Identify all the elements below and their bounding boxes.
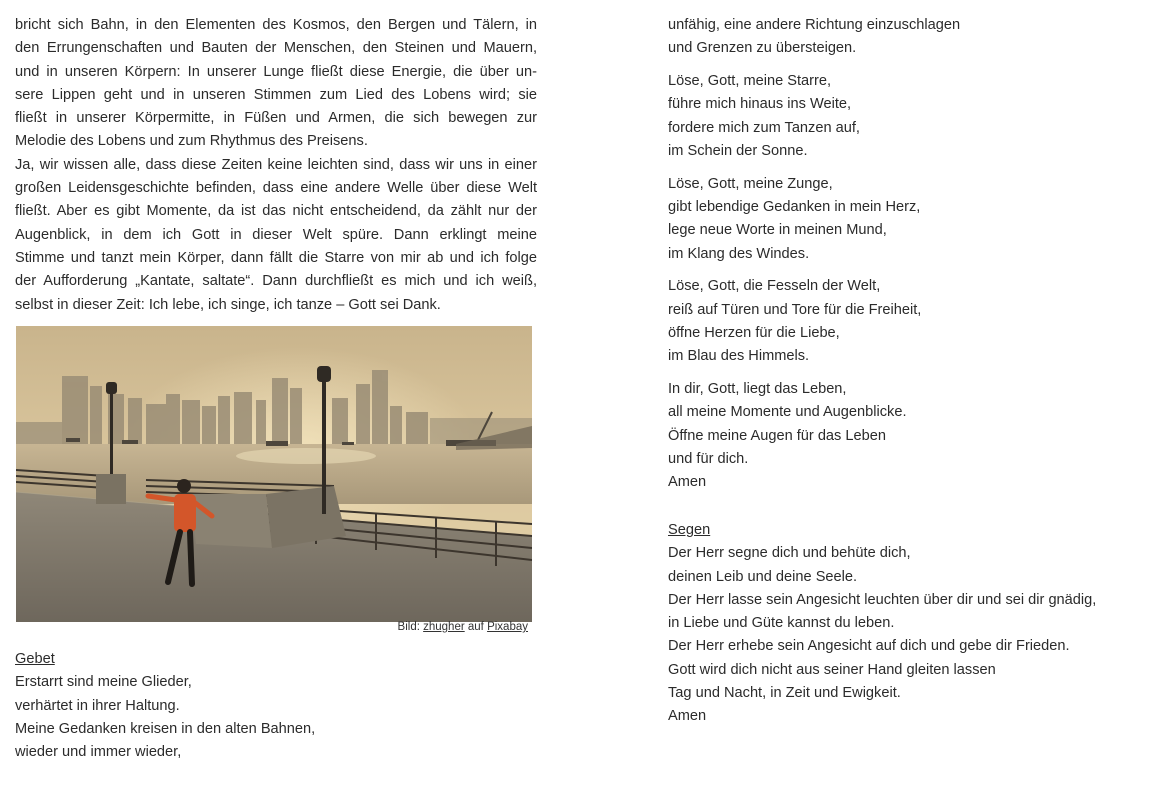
prayer-line: Erstarrt sind meine Glieder, <box>15 674 192 691</box>
stanza <box>668 378 1148 494</box>
segen-section <box>668 519 1096 729</box>
prayer-line: verhärtet in ihrer Haltung. <box>15 697 180 714</box>
blessing-line: Gott wird dich nicht aus seiner Hand gleiten lassen <box>668 661 996 678</box>
prayer-line: In dir, Gott, liegt das Leben, <box>668 381 847 398</box>
text-line: selbst in dieser Zeit: Ich lebe, ich singe, ich tanze – Gott sei Dank. <box>15 296 441 313</box>
prayer-line: und Grenzen zu übersteigen. <box>668 40 857 57</box>
prayer-line: und für dich. <box>668 451 749 468</box>
gebet-section <box>15 648 315 764</box>
text-line: sere Lippen geht und in unseren Stimmen zum Lied des Lobens wird; sie <box>15 86 537 103</box>
blessing-line: Tag und Nacht, in Zeit und Ewigkeit. <box>668 685 901 702</box>
prayer-line: Löse, Gott, meine Zunge, <box>668 175 833 192</box>
author-link[interactable]: zhugher <box>423 621 465 633</box>
prayer-line: führe mich hinaus ins Weite, <box>668 96 852 113</box>
prayer-line: Öffne meine Augen für das Leben <box>668 427 886 444</box>
stanza <box>668 275 1148 368</box>
blessing-line: in Liebe und Güte kannst du leben. <box>668 615 895 632</box>
gebet-heading: Gebet <box>15 651 55 667</box>
prayer-line: im Schein der Sonne. <box>668 142 808 159</box>
text-line: der Aufforderung „Kantate, saltate“. Dann durchfließt es mich und ich weiß, <box>15 273 537 290</box>
prayer-line: Amen <box>668 474 707 491</box>
text-line: den Errungenschaften und Bauten der Menschen, den Steinen und Mauern, <box>15 40 537 57</box>
waterfront-photo <box>16 326 532 622</box>
stanza <box>668 14 1148 61</box>
segen-heading: Segen <box>668 522 711 538</box>
text-line: fließt. Aber es gibt Momente, da ist das nicht entscheidend, da zählt nur der <box>15 203 537 220</box>
text-line: und in unseren Körpern: In unserer Lunge fließt diese Energie, die über un- <box>15 63 537 80</box>
paragraph-1 <box>15 14 537 154</box>
blessing-line: deinen Leib und deine Seele. <box>668 568 858 585</box>
blessing-line: Der Herr segne dich und behüte dich, <box>668 545 911 562</box>
text-line: großen Leidensgeschichte befinden, dass eine andere Welle über diese Welt <box>15 180 537 197</box>
blessing-line: Amen <box>668 708 707 725</box>
prayer-line: Meine Gedanken kreisen in den alten Bahnen, <box>15 720 316 737</box>
prayer-line: im Blau des Himmels. <box>668 348 810 365</box>
prayer-line: lege neue Worte in meinen Mund, <box>668 222 887 239</box>
prayer-line: Löse, Gott, die Fesseln der Welt, <box>668 278 881 295</box>
text-line: bricht sich Bahn, in den Elementen des Kosmos, den Bergen und Tälern, in <box>15 17 537 33</box>
prayer-line: fordere mich zum Tanzen auf, <box>668 119 860 136</box>
prayer-line: öffne Herzen für die Liebe, <box>668 325 840 342</box>
blessing-line: Der Herr lasse sein Angesicht leuchten über dir und sei dir gnädig, <box>668 591 1097 608</box>
prayer-line: all meine Momente und Augenblicke. <box>668 404 907 421</box>
caption-middle: auf <box>464 621 488 633</box>
text-line: fließt in unserer Körpermitte, in Füßen und Armen, die sich bewegen zur <box>15 110 537 127</box>
prayer-line: unfähig, eine andere Richtung einzuschlagen <box>668 17 961 33</box>
text-line: Stimme und tanzt mein Körper, dann fällt die Starre von mir ab und ich folge <box>15 249 537 266</box>
image-caption <box>16 621 528 633</box>
pixabay-link[interactable]: Pixabay <box>487 621 528 633</box>
prayer-line: reiß auf Türen und Tore für die Freiheit, <box>668 301 922 318</box>
prayer-line: Löse, Gott, meine Starre, <box>668 73 832 90</box>
left-column <box>15 14 537 317</box>
caption-prefix: Bild: <box>397 621 424 633</box>
right-column <box>668 14 1148 504</box>
prayer-line: wieder und immer wieder, <box>15 744 182 761</box>
text-line: Augenblick, in dem ich Gott in dieser Welt spüre. Dann erklingt meine <box>15 226 537 243</box>
prayer-line: im Klang des Windes. <box>668 245 810 262</box>
text-line: Melodie des Lobens und zum Rhythmus des Preisens. <box>15 133 368 150</box>
prayer-line: gibt lebendige Gedanken in mein Herz, <box>668 199 921 216</box>
stanza <box>668 173 1148 266</box>
text-line: Ja, wir wissen alle, dass diese Zeiten keine leichten sind, dass wir uns in einer <box>15 156 537 173</box>
stanza <box>668 70 1148 163</box>
blessing-line: Der Herr erhebe sein Angesicht auf dich und gebe dir Frieden. <box>668 638 1070 655</box>
paragraph-2 <box>15 154 537 317</box>
